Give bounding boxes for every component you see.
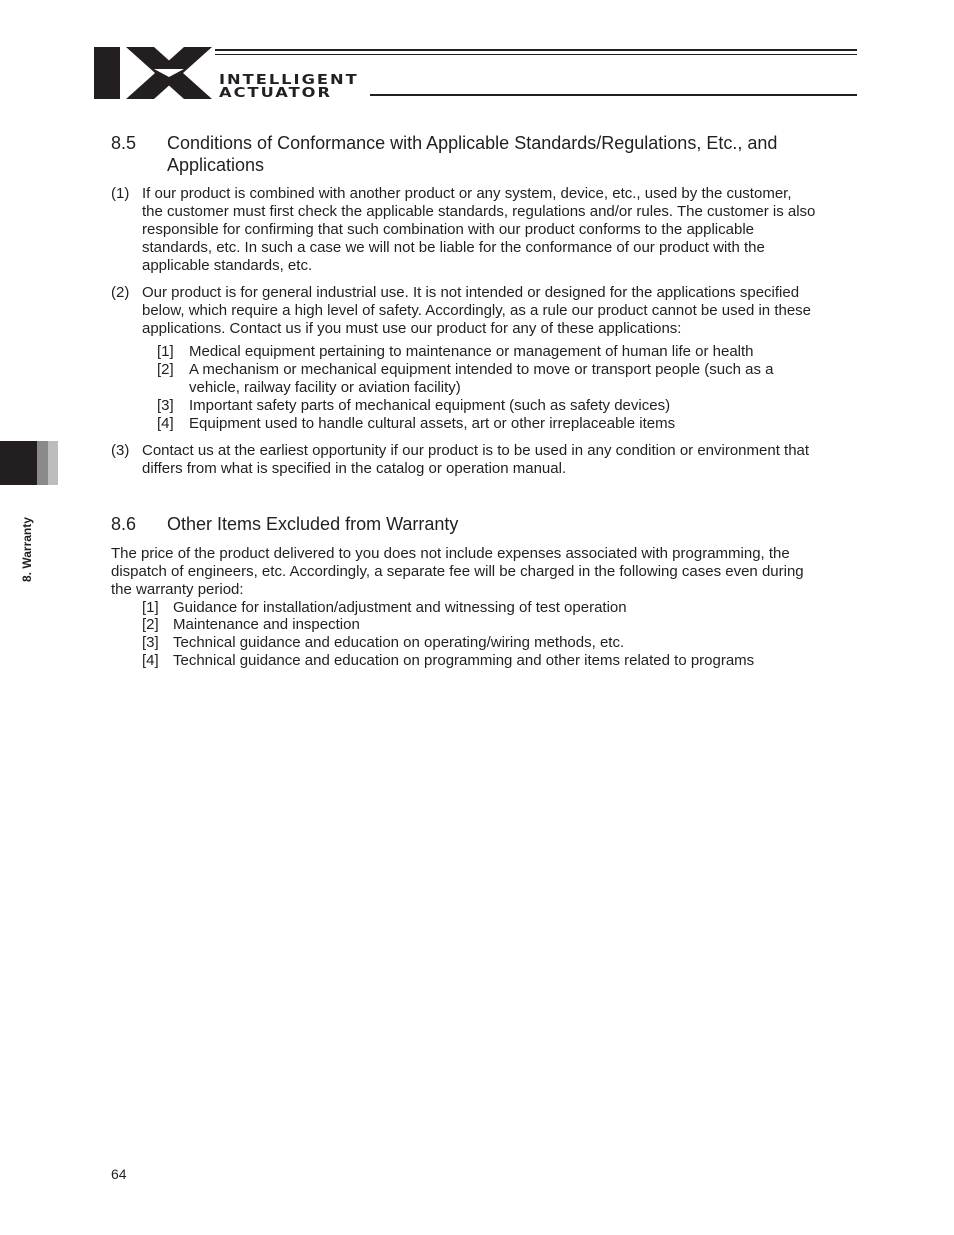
text-line: Contact us at the earliest opportunity if our product is to be used in any condition or environment that [142, 442, 810, 459]
section-8-5-title-line2: Applications [167, 155, 265, 175]
subitem-text: Important safety parts of mechanical equipment (such as safety devices) [189, 397, 671, 414]
list-item-marker: [1] [142, 599, 159, 616]
text-line: responsible for confirming that such combination with our product conforms to the applicable [142, 221, 754, 238]
text-line: below, which require a high level of safety. Accordingly, as a rule our product cannot be used in these [142, 302, 812, 319]
ix-logo [94, 47, 212, 99]
list-item-text: Guidance for installation/adjustment and witnessing of test operation [173, 599, 627, 616]
item-3-text [142, 442, 852, 478]
list-item-text: Technical guidance and education on programming and other items related to programs [173, 652, 755, 669]
text-line: The price of the product delivered to you does not include expenses associated with programming, the [111, 545, 790, 562]
item-2-text [142, 284, 852, 338]
list-item-text: Technical guidance and education on operating/wiring methods, etc. [173, 634, 625, 651]
section-8-5-title-line1: Conditions of Conformance with Applicable Standards/Regulations, Etc., and [167, 133, 778, 153]
chapter-tab-label: 8. Warranty [20, 517, 34, 582]
subitem-text: Medical equipment pertaining to maintenance or management of human life or health [189, 343, 754, 360]
text-line: differs from what is specified in the catalog or operation manual. [142, 460, 567, 477]
side-tab-block [0, 441, 37, 485]
side-tab-shade-light [48, 441, 58, 485]
subitem-marker: [1] [157, 343, 174, 360]
subitem-text: A mechanism or mechanical equipment intended to move or transport people (such as a [189, 361, 774, 378]
list-item-marker: [3] [142, 634, 159, 651]
header-rule-top-thin [215, 54, 857, 55]
subitem-text: vehicle, railway facility or aviation facility) [189, 379, 461, 396]
header-rule-top [215, 49, 857, 51]
logo-text-actuator: ACTUATOR [219, 86, 333, 101]
section-8-6-title: Other Items Excluded from Warranty [167, 514, 459, 534]
text-line: applicable standards, etc. [142, 257, 313, 274]
header-rule-bottom [370, 94, 857, 96]
list-item-marker: [2] [142, 616, 159, 633]
text-line: the customer must first check the applicable standards, regulations and/or rules. The customer is also [142, 203, 816, 220]
text-line: the warranty period: [111, 581, 244, 598]
item-1-text [142, 185, 852, 275]
section-8-5-number: 8.5 [111, 133, 137, 153]
section-8-6-number: 8.6 [111, 514, 137, 534]
subitem-marker: [2] [157, 361, 174, 378]
logo-text-intelligent: INTELLIGENT [219, 73, 359, 88]
text-line: If our product is combined with another product or any system, device, etc., used by the customer, [142, 185, 792, 202]
item-marker: (3) [111, 442, 130, 459]
side-tab-shade [37, 441, 48, 485]
text-line: Our product is for general industrial use. It is not intended or designed for the applications specified [142, 284, 800, 301]
list-item-text: Maintenance and inspection [173, 616, 360, 633]
section-8-6-intro [111, 545, 856, 599]
item-marker: (1) [111, 185, 130, 202]
text-line: standards, etc. In such a case we will not be liable for the conformance of our product with the [142, 239, 765, 256]
item-marker: (2) [111, 284, 130, 301]
text-line: applications. Contact us if you must use our product for any of these applications: [142, 320, 682, 337]
list-item-marker: [4] [142, 652, 159, 669]
subitem-text: Equipment used to handle cultural assets, art or other irreplaceable items [189, 415, 676, 432]
text-line: dispatch of engineers, etc. Accordingly, a separate fee will be charged in the following cases even during [111, 563, 804, 580]
subitem-marker: [4] [157, 415, 174, 432]
subitem-marker: [3] [157, 397, 174, 414]
page-number: 64 [111, 1166, 127, 1182]
